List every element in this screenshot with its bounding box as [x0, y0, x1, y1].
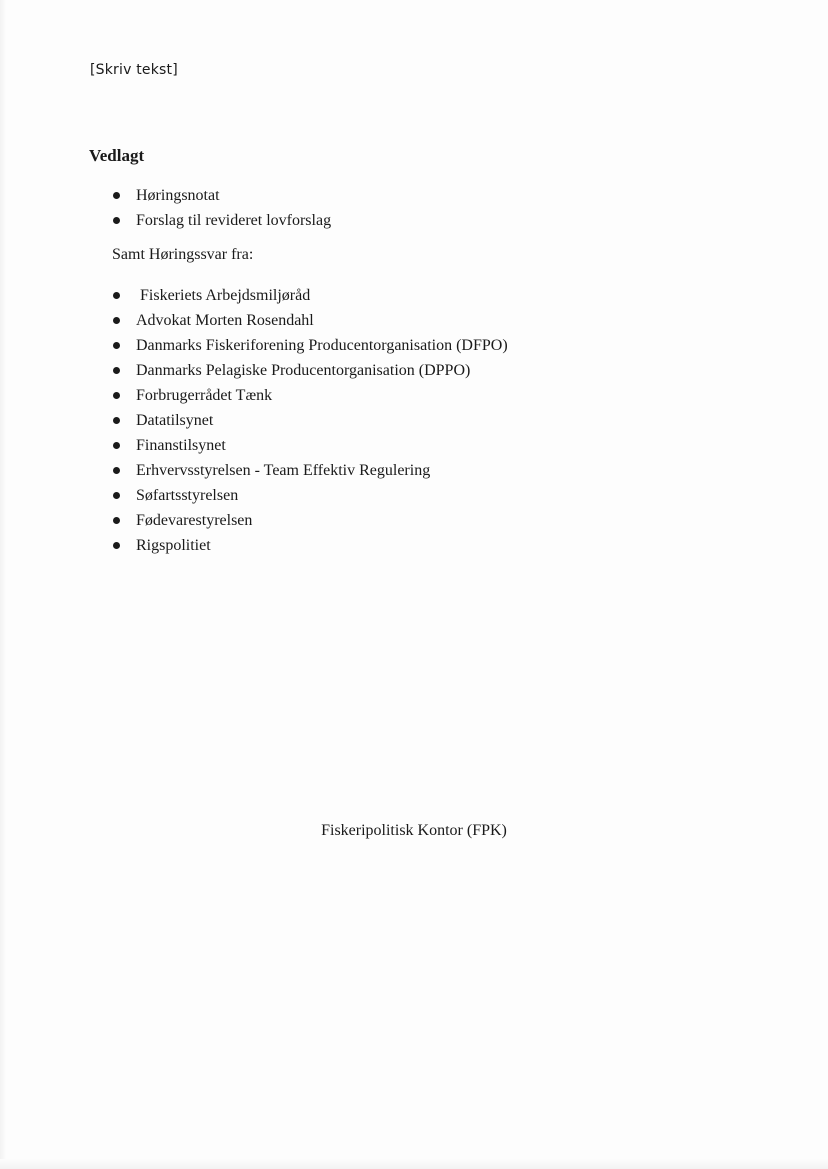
list-item-label: Fødevarestyrelsen — [136, 512, 253, 529]
list-item — [112, 483, 508, 508]
list-item-label: Danmarks Fiskeriforening Producentorganisation (DFPO) — [136, 337, 508, 354]
list-item — [112, 333, 508, 358]
list-item-label: Datatilsynet — [136, 412, 214, 429]
bullet-icon — [113, 517, 120, 524]
office-name: Fiskeripolitisk Kontor (FPK) — [321, 822, 507, 839]
list-item-label: Advokat Morten Rosendahl — [136, 312, 314, 329]
bullet-icon — [113, 317, 120, 324]
bullet-icon — [113, 392, 120, 399]
bullet-icon — [113, 217, 120, 224]
list-item-label: Finanstilsynet — [136, 437, 226, 454]
list-item — [112, 308, 508, 333]
list-item-label: Danmarks Pelagiske Producentorganisation (DPPO) — [136, 362, 471, 379]
scan-edge — [0, 0, 6, 1169]
list-item-label: Fiskeriets Arbejdsmiljøråd — [140, 287, 311, 304]
list-item — [112, 383, 508, 408]
list-item — [112, 208, 331, 233]
list-item — [112, 283, 508, 308]
list-item — [112, 183, 331, 208]
list-item — [112, 458, 508, 483]
list-item-label: Erhvervsstyrelsen - Team Effektiv Regulering — [136, 462, 431, 479]
responses-heading: Samt Høringssvar fra: — [112, 246, 254, 263]
list-item — [112, 508, 508, 533]
list-item-label: Søfartsstyrelsen — [136, 487, 239, 504]
list-item-label: Forslag til revideret lovforslag — [136, 212, 332, 229]
list-item — [112, 433, 508, 458]
bullet-icon — [113, 492, 120, 499]
bullet-icon — [113, 367, 120, 374]
bullet-icon — [113, 467, 120, 474]
bullet-icon — [113, 342, 120, 349]
bullet-icon — [113, 442, 120, 449]
responses-list — [112, 283, 508, 558]
list-item-label: Høringsnotat — [136, 187, 220, 204]
attachments-list — [112, 183, 331, 233]
bullet-icon — [113, 417, 120, 424]
bullet-icon — [113, 192, 120, 199]
list-item-label: Forbrugerrådet Tænk — [136, 387, 273, 404]
scan-bottom-edge — [0, 1159, 828, 1169]
list-item — [112, 533, 508, 558]
list-item — [112, 358, 508, 383]
list-item — [112, 408, 508, 433]
list-item-label: Rigspolitiet — [136, 537, 211, 554]
bullet-icon — [113, 542, 120, 549]
attachments-heading: Vedlagt — [89, 146, 145, 165]
footer-office-name — [0, 822, 828, 840]
header-placeholder-text: [Skriv tekst] — [90, 62, 178, 78]
bullet-icon — [113, 292, 120, 299]
